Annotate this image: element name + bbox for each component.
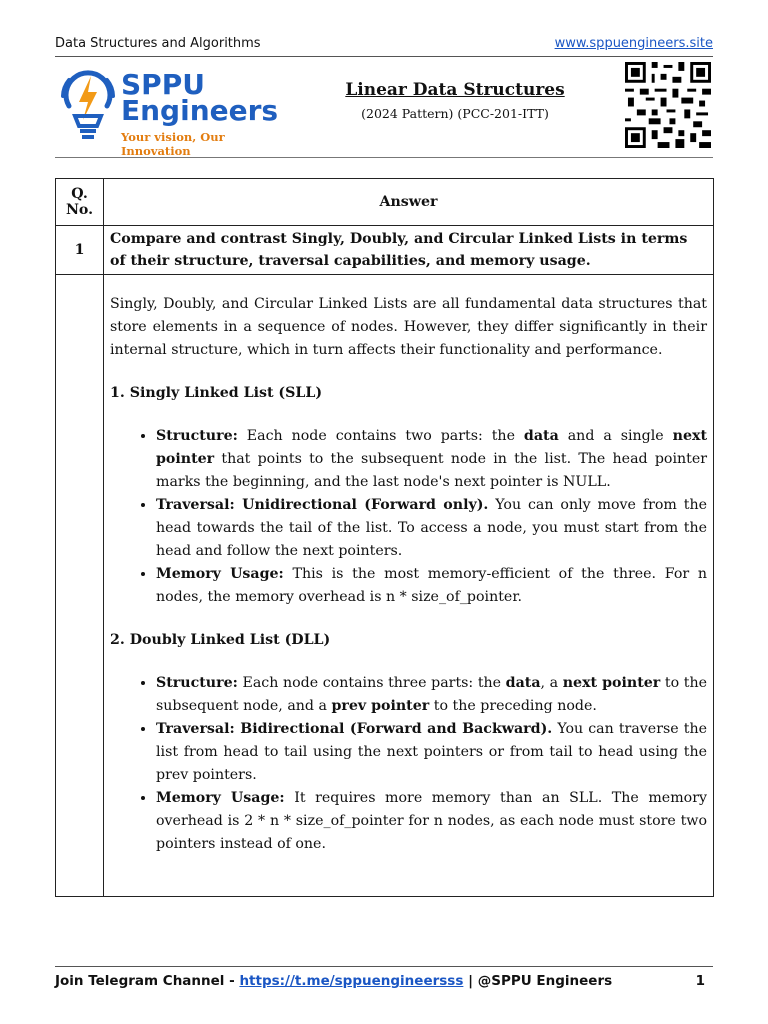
question-row xyxy=(56,226,714,275)
col-header-qno: Q. No. xyxy=(56,179,104,226)
question-number: 1 xyxy=(56,226,104,275)
footer-join-text: Join Telegram Channel - xyxy=(55,973,240,989)
dll-structure-bold: prev pointer xyxy=(331,698,430,714)
answer-row xyxy=(56,275,714,897)
sll-structure-text: and a single xyxy=(558,428,673,444)
sll-structure-bold: data xyxy=(523,428,559,444)
sll-memory-text: This is the most memory-efficient of the three. For n nodes, the memory overhead is n * size_of_pointer. xyxy=(156,566,707,605)
list-item xyxy=(156,787,707,856)
telegram-link[interactable]: https://t.me/sppuengineersss xyxy=(239,973,464,989)
sll-memory-label: Memory Usage: xyxy=(156,566,284,582)
list-item xyxy=(156,563,707,609)
dll-structure-bold: next pointer xyxy=(562,675,661,691)
document-title: Linear Data Structures xyxy=(345,80,565,100)
header-bottom-rule xyxy=(55,157,713,158)
sll-structure-label: Structure: xyxy=(156,428,238,444)
brand-tagline: Your vision, Our Innovation xyxy=(121,130,225,158)
list-item xyxy=(156,494,707,563)
dll-traversal-text: You can traverse the list from head to tail using the next pointers or from tail to head using the prev pointers. xyxy=(156,721,707,783)
table-header-row xyxy=(56,179,714,226)
site-link[interactable]: www.sppuengineers.site xyxy=(554,36,713,51)
dll-structure-text: Each node contains three parts: the xyxy=(237,675,506,691)
question-text: Compare and contrast Singly, Doubly, and Circular Linked Lists in terms of their structure, traversal capabilities, and memory usage. xyxy=(104,226,714,275)
brand-logo xyxy=(59,66,289,158)
col-header-answer: Answer xyxy=(104,179,714,226)
footer-separator: | xyxy=(463,973,478,989)
answer-cell xyxy=(104,275,714,897)
running-header xyxy=(55,36,713,51)
page-number: 1 xyxy=(695,973,705,989)
sll-structure-text: that points to the subsequent node in the list. The head pointer marks the beginning, and the last node's next pointer is NULL. xyxy=(156,451,707,490)
dll-structure-label: Structure: xyxy=(156,675,238,691)
dll-traversal-label: Traversal: Bidirectional (Forward and Backward). xyxy=(156,721,553,737)
list-item xyxy=(156,718,707,787)
dll-structure-text: to the subsequent node, and a xyxy=(156,675,707,714)
document-title-block xyxy=(310,80,600,121)
sll-structure-text: Each node contains two parts: the xyxy=(237,428,524,444)
list-item xyxy=(156,672,707,718)
sll-structure-bold: next pointer xyxy=(156,428,707,467)
answer-number-cell xyxy=(56,275,104,897)
dll-structure-text: to the preceding node. xyxy=(429,698,597,714)
qr-code[interactable] xyxy=(625,62,711,148)
dll-list xyxy=(110,672,707,856)
document-subtitle: (2024 Pattern) (PCC-201-ITT) xyxy=(361,106,549,121)
sll-traversal-text: You can only move from the head towards the tail of the list. To access a node, you must start from the head and follow the next pointers. xyxy=(156,497,708,559)
page-footer xyxy=(55,966,713,989)
dll-memory-text: It requires more memory than an SLL. The memory overhead is 2 * n * size_of_pointer for n nodes, as each node must store two pointers instead of one. xyxy=(156,790,707,852)
page-header xyxy=(55,62,713,158)
dll-structure-bold: data xyxy=(505,675,541,691)
sll-heading: 1. Singly Linked List (SLL) xyxy=(110,385,323,401)
dll-memory-label: Memory Usage: xyxy=(156,790,285,806)
lightbulb-icon xyxy=(59,66,117,146)
qa-table xyxy=(55,178,714,897)
sll-traversal-label: Traversal: Unidirectional (Forward only). xyxy=(156,497,489,513)
answer-intro: Singly, Doubly, and Circular Linked Lists are all fundamental data structures that store elements in a sequence of nodes. However, they differ significantly in their internal structure, which in turn affects their functionality and performance. xyxy=(110,296,707,358)
list-item xyxy=(156,425,707,494)
dll-structure-text: , a xyxy=(540,675,563,691)
course-name: Data Structures and Algorithms xyxy=(55,36,261,51)
brand-name-line1: SPPU xyxy=(121,68,205,101)
footer-handle: @SPPU Engineers xyxy=(477,973,613,989)
brand-name-line2: Engineers xyxy=(121,94,279,127)
dll-heading: 2. Doubly Linked List (DLL) xyxy=(110,632,331,648)
header-rule xyxy=(55,56,713,57)
sll-list xyxy=(110,425,707,609)
